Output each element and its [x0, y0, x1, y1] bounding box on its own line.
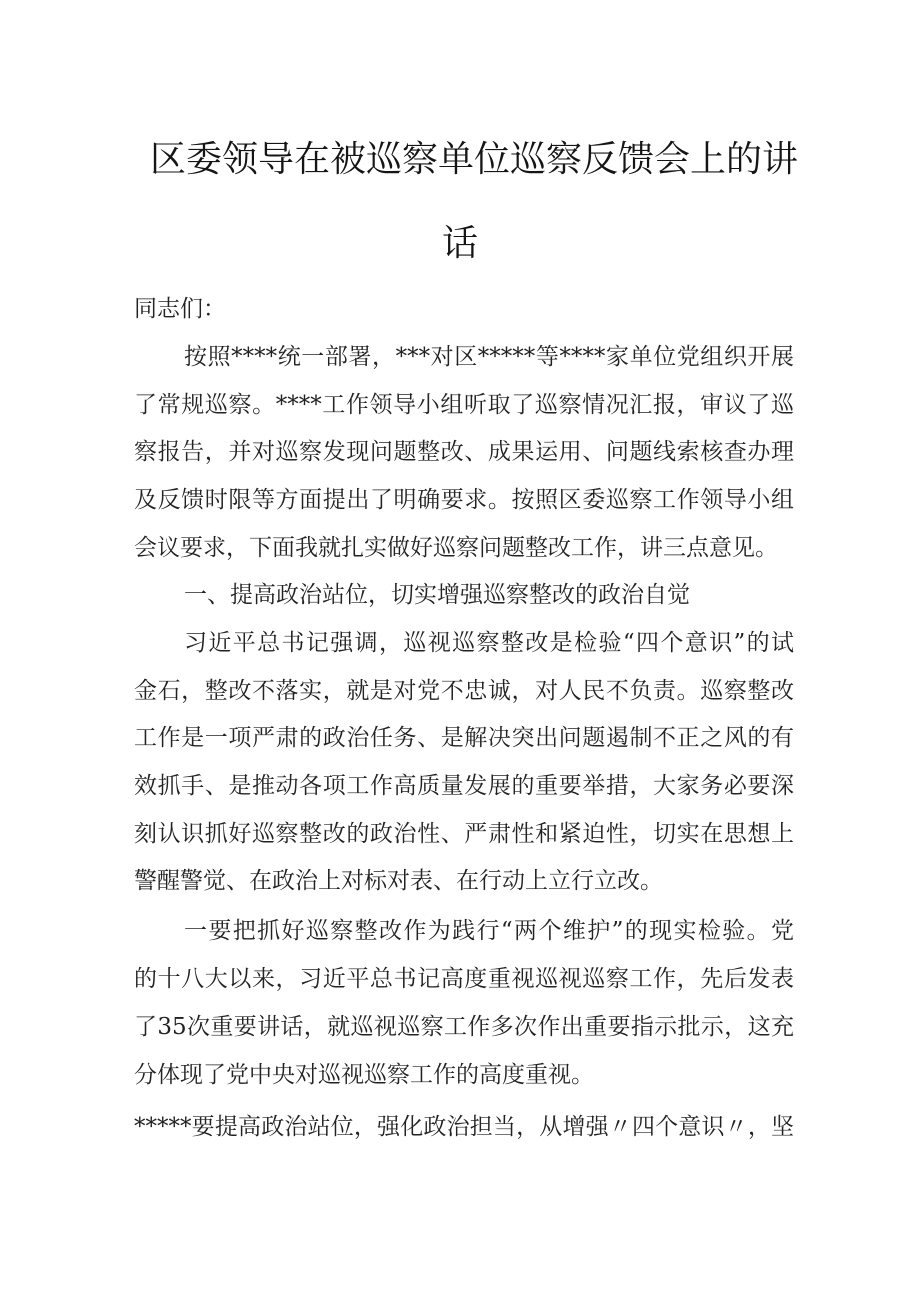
paragraph-1-line-4: 及反馈时限等方面提出了明确要求。按照区委巡察工作领导小组 [134, 487, 794, 513]
paragraph-2-line-3: 工作是一项严肃的政治任务、是解决突出问题遏制不正之风的有 [134, 725, 794, 751]
paragraph-2-line-6: 警醒警觉、在政治上对标对表、在行动上立行立改。 [134, 868, 663, 894]
paragraph-2-line-4: 效抓手、是推动各项工作高质量发展的重要举措，大家务必要深 [134, 773, 794, 799]
salutation: 同志们： [134, 296, 226, 322]
paragraph-1-line-2: 了常规巡察。****工作领导小组听取了巡察情况汇报，审议了巡 [134, 392, 794, 418]
paragraph-4-line-1: *****要提高政治站位，强化政治担当，从增强〃四个意识〃，坚 [134, 1114, 794, 1140]
paragraph-3-line-1: 一要把抓好巡察整改作为践行“两个维护”的现实检验。党 [184, 918, 794, 944]
paragraph-1-line-5: 会议要求，下面我就扎实做好巡察问题整改工作，讲三点意见。 [134, 535, 778, 561]
paragraph-1-line-3: 察报告，并对巡察发现问题整改、成果运用、问题线索核查办理 [134, 439, 794, 465]
document-title-line-1: 区委领导在被巡察单位巡察反馈会上的讲 [150, 139, 799, 180]
paragraph-2-line-5: 刻认识抓好巡察整改的政治性、严肃性和紧迫性，切实在思想上 [134, 821, 794, 847]
paragraph-3-line-2: 的十八大以来，习近平总书记高度重视巡视巡察工作，先后发表 [134, 966, 794, 992]
paragraph-3-line-4: 分体现了党中央对巡视巡察工作的高度重视。 [134, 1062, 594, 1088]
section-heading-1: 一、提高政治站位，切实增强巡察整改的政治自觉 [184, 582, 690, 608]
document-title-line-2: 话 [441, 223, 478, 264]
paragraph-3-line-3: 了35次重要讲话，就巡视巡察工作多次作出重要指示批示，这充 [134, 1014, 794, 1040]
paragraph-2-line-2: 金石，整改不落实，就是对党不忠诚，对人民不负责。巡察整改 [134, 678, 794, 704]
paragraph-1-line-1: 按照****统一部署，***对区*****等****家单位党组织开展 [184, 344, 794, 370]
paragraph-2-line-1: 习近平总书记强调，巡视巡察整改是检验“四个意识”的试 [184, 630, 794, 656]
